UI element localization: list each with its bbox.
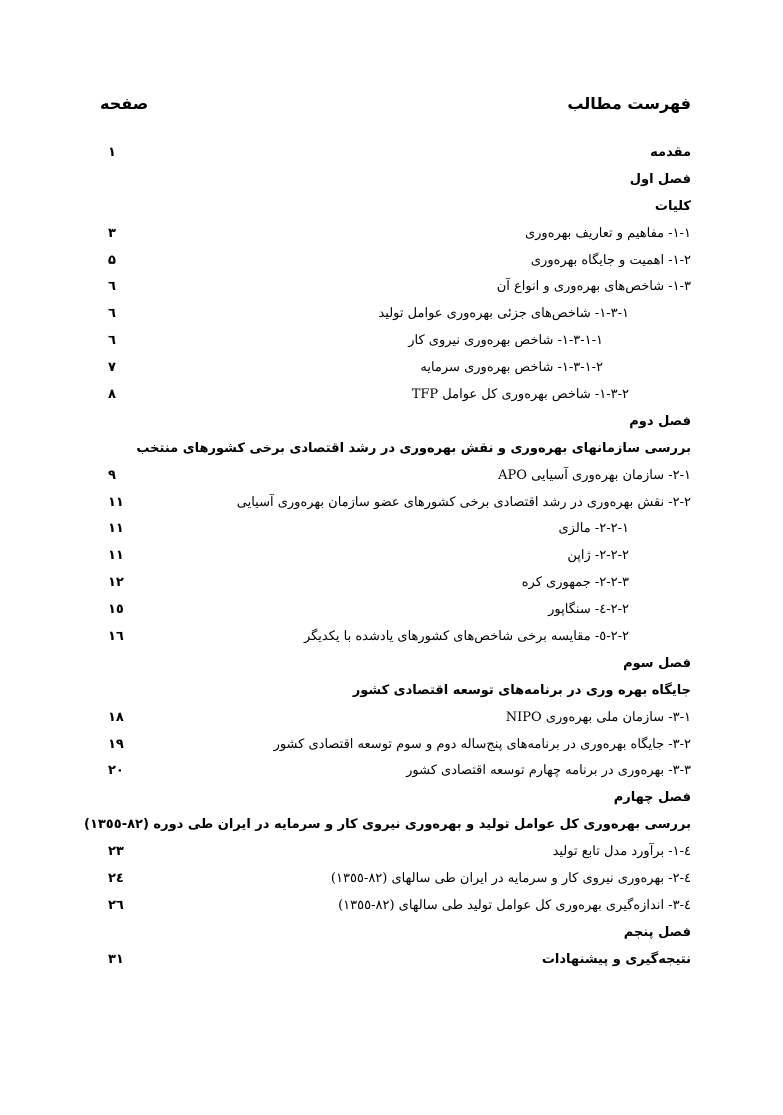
toc-entry-title: ۳-۲- جایگاه بهره‌وری در برنامه‌های پنج‌ساله دوم و سوم توسعه اقتصادی کشور [273, 736, 691, 752]
toc-entry-page: ۳ [108, 225, 116, 241]
toc-entry-page: ۲۳ [108, 844, 124, 860]
toc-entry [100, 490, 691, 517]
toc-entry [100, 597, 691, 624]
toc-entry-page: ۱ [108, 145, 116, 160]
toc-entry [100, 705, 691, 732]
toc-entry [100, 839, 691, 866]
toc-entry-title: فصل دوم [629, 413, 691, 429]
toc-entry-title: کلیات [654, 198, 691, 214]
toc-entry-title: ٤-۱- برآورد مدل تابع تولید [552, 844, 691, 860]
toc-entry [100, 301, 691, 328]
toc-entry-title: ۱-۳-۱-۱- شاخص بهره‌وری نیروی کار [408, 333, 603, 349]
toc-entry-title: ۳-۱- سازمان ملی بهره‌وری NIPO [505, 709, 691, 725]
toc-entry-page: ۹ [108, 467, 116, 483]
toc-entry-title: ۱-۳-۱- شاخص‌های جزئی بهره‌وری عوامل تولید [378, 306, 629, 322]
toc-entry [100, 274, 691, 301]
toc-entry [100, 382, 691, 409]
toc-entry [100, 516, 691, 543]
toc-entry-page: ۲۰ [108, 763, 124, 779]
toc-entry-page: ٦ [108, 333, 116, 349]
toc-entry [100, 248, 691, 275]
toc-list [83, 140, 691, 974]
toc-entry [100, 221, 691, 248]
toc-entry-title: ۲-۲-۲- ژاپن [567, 548, 629, 564]
toc-heading [83, 812, 691, 839]
toc-entry-title: ٤-۲- بهره‌وری نیروی کار و سرمایه در ایران طی سالهای (۸۲-۱۳٥٥) [330, 871, 691, 887]
toc-entry-page: ۱۱ [108, 521, 124, 537]
toc-entry-page: ۱٥ [108, 602, 124, 618]
toc-entry [100, 866, 691, 893]
toc-entry-page: ۱۱ [108, 548, 124, 564]
toc-entry-title: ۲-۲-۱- مالزی [558, 521, 629, 537]
toc-entry-title: بررسی سازمانهای بهره‌وری و نقش بهره‌وری در رشد اقتصادی برخی کشورهای منتخب [136, 440, 691, 456]
toc-entry-title: ۲-۲-٤- سنگاپور [548, 602, 629, 618]
toc-heading [100, 651, 691, 678]
toc-entry-page: ۱٦ [108, 629, 124, 645]
toc-heading [100, 947, 691, 974]
toc-heading [100, 167, 691, 194]
toc-entry-title: ۲-۲-٥- مقایسه برخی شاخص‌های کشورهای یادشده با یکدیگر [303, 629, 629, 645]
toc-entry-title: فصل پنجم [623, 924, 691, 940]
toc-entry-page: ۵ [108, 252, 116, 268]
toc-heading [100, 436, 691, 463]
toc-entry-title: ۲-۲- نقش بهره‌وری در رشد اقتصادی برخی کشورهای عضو سازمان بهره‌وری آسیایی [236, 494, 691, 510]
toc-heading [100, 140, 691, 167]
toc-entry-page: ۱۲ [108, 575, 124, 591]
toc-entry-page: ۷ [108, 360, 116, 376]
toc-entry-title: ٤-۳- اندازه‌گیری بهره‌وری کل عوامل تولید طی سالهای (۸۲-۱۳٥٥) [338, 897, 691, 913]
page-column-label: صفحه [100, 94, 149, 113]
toc-entry-title: فصل اول [629, 171, 691, 187]
toc-entry-page: ۳۱ [108, 951, 124, 967]
toc-entry-page: ۱۱ [108, 494, 124, 510]
toc-entry-title: بررسی بهره‌وری کل عوامل تولید و بهره‌وری نیروی کار و سرمایه در ایران طی دوره (۸۲-۱۳٥٥) [83, 817, 691, 833]
toc-entry [100, 543, 691, 570]
toc-entry-title: ۲-۱- سازمان بهره‌وری آسیایی APO [498, 467, 691, 483]
toc-heading [100, 920, 691, 947]
toc-entry [100, 893, 691, 920]
toc-entry-page: ۲٤ [108, 871, 124, 887]
toc-entry-page: ۱۹ [108, 736, 124, 752]
toc-entry [100, 570, 691, 597]
toc-entry [100, 732, 691, 759]
toc-entry-title: ۱-۳-۱-۲- شاخص بهره‌وری سرمایه [420, 360, 603, 376]
toc-entry-title: ۲-۲-۳- جمهوری کره [521, 575, 629, 591]
toc-heading [100, 678, 691, 705]
toc-entry-title: ۱-۳- شاخص‌های بهره‌وری و انواع آن [496, 279, 691, 295]
toc-entry-page: ٦ [108, 279, 116, 295]
toc-heading [100, 785, 691, 812]
toc-title: فهرست مطالب [567, 94, 691, 113]
toc-entry-title: فصل سوم [623, 655, 691, 671]
toc-heading [100, 409, 691, 436]
toc-entry-title: نتیجه‌گیری و پیشنهادات [541, 951, 691, 967]
toc-entry-page: ٦ [108, 306, 116, 322]
toc-entry-title: ۳-۳- بهره‌وری در برنامه چهارم توسعه اقتصادی کشور [406, 763, 691, 779]
toc-entry-title: ۱-۳-۲- شاخص بهره‌وری کل عوامل TFP [411, 387, 629, 403]
toc-heading [100, 194, 691, 221]
toc-header [100, 94, 691, 120]
toc-entry-title: جایگاه بهره وری در برنامه‌های توسعه اقتصادی کشور [352, 682, 691, 698]
toc-entry [100, 355, 691, 382]
toc-entry-title: ۱-۲- اهمیت و جایگاه بهره‌وری [530, 252, 691, 268]
toc-entry-title: مقدمه [650, 145, 691, 160]
toc-entry [100, 328, 691, 355]
toc-entry-page: ۲٦ [108, 897, 124, 913]
toc-entry-page: ۱۸ [108, 709, 124, 725]
toc-entry-title: فصل چهارم [613, 790, 691, 806]
toc-entry [100, 624, 691, 651]
toc-entry-page: ۸ [108, 387, 116, 403]
toc-entry [100, 758, 691, 785]
toc-entry [100, 463, 691, 490]
toc-entry-title: ۱-۱- مفاهیم و تعاریف بهره‌وری [524, 225, 691, 241]
